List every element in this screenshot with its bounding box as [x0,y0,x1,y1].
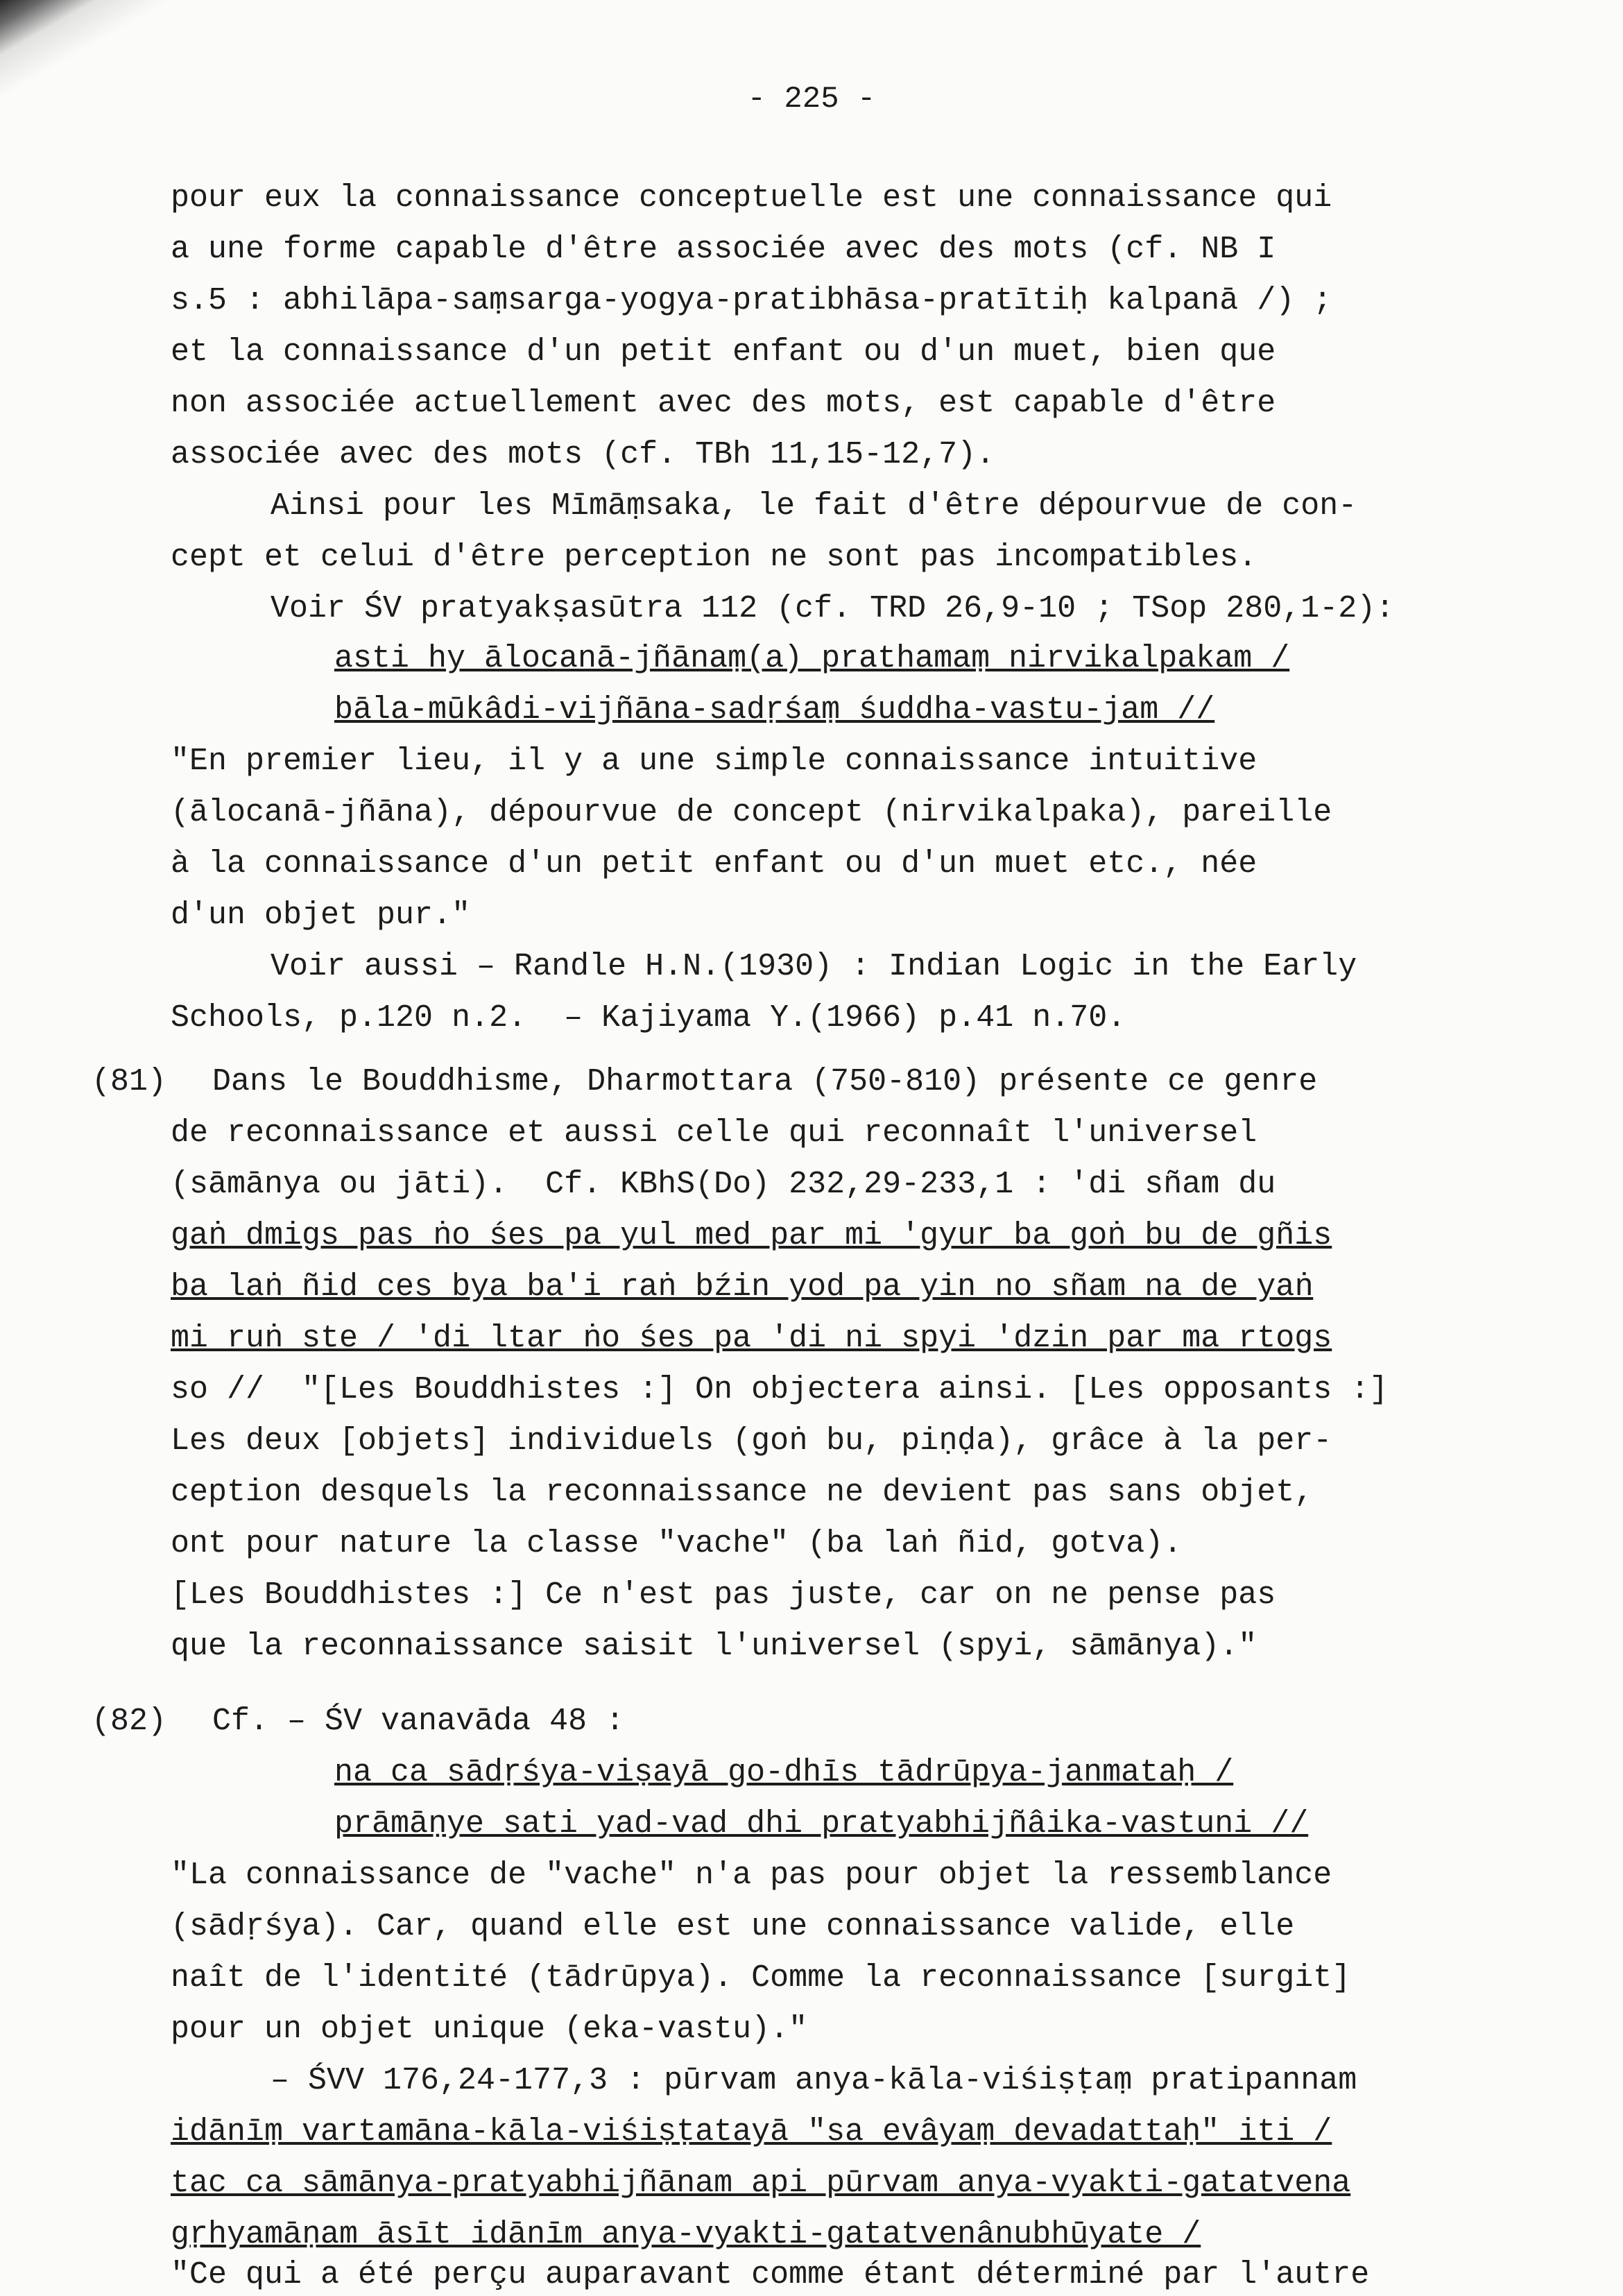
text-line: naît de l'identité (tādrūpya). Comme la reconnaissance [surgit] [171,1960,1351,1996]
text-line: a une forme capable d'être associée avec des mots (cf. NB I [171,232,1276,267]
tibetan-quote: mi ruṅ ste / 'di ltar ṅo śes pa 'di ni spyi 'dzin par ma rtogs [171,1321,1332,1356]
text-line: non associée actuellement avec des mots, est capable d'être [171,386,1276,421]
text-line: Ainsi pour les Mīmāṃsaka, le fait d'être dépourvue de con- [270,488,1357,524]
text-line: ception desquels la reconnaissance ne devient pas sans objet, [171,1475,1314,1510]
text-line: "La connaissance de "vache" n'a pas pour objet la ressemblance [171,1858,1332,1893]
footnote-number: (82) [92,1704,167,1739]
text-line: et la connaissance d'un petit enfant ou d'un muet, bien que [171,334,1276,370]
text-line: Schools, p.120 n.2. – Kajiyama Y.(1966) p.41 n.70. [171,1000,1126,1036]
text-line: Voir ŚV pratyakṣasūtra 112 (cf. TRD 26,9-10 ; TSop 280,1-2): [270,591,1395,626]
sanskrit-quote: idānīṃ vartamāna-kāla-viśiṣṭatayā "sa evâyaṃ devadattaḥ" iti / [171,2114,1332,2150]
text-line: "Ce qui a été perçu auparavant comme étant déterminé par l'autre [171,2257,1370,2293]
text-line: associée avec des mots (cf. TBh 11,15-12,7). [171,437,995,472]
sanskrit-verse: bāla-mūkâdi-vijñāna-sadṛśaṃ śuddha-vastu-jam // [334,692,1215,728]
sanskrit-verse: prāmāṇye sati yad-vad dhi pratyabhijñâika-vastuni // [334,1806,1309,1842]
text-line: [Les Bouddhistes :] Ce n'est pas juste, car on ne pense pas [171,1577,1276,1613]
tibetan-quote: ba laṅ ñid ces bya ba'i raṅ bźin yod pa yin no sñam na de yaṅ [171,1269,1314,1305]
text-line: "En premier lieu, il y a une simple connaissance intuitive [171,744,1257,779]
text-line: d'un objet pur." [171,898,471,933]
text-line: à la connaissance d'un petit enfant ou d'un muet etc., née [171,846,1257,882]
text-line: (sādṛśya). Car, quand elle est une connaissance valide, elle [171,1909,1295,1944]
text-line: Dans le Bouddhisme, Dharmottara (750-810) présente ce genre [212,1064,1318,1099]
page-number: - 225 - [747,82,876,117]
text-line: s.5 : abhilāpa-saṃsarga-yogya-pratibhāsa-pratītiḥ kalpanā /) ; [171,283,1332,318]
text-line: – ŚVV 176,24-177,3 : pūrvam anya-kāla-viśiṣṭaṃ pratipannam [270,2063,1357,2098]
footnote-number: (81) [92,1064,167,1099]
text-line: (sāmānya ou jāti). Cf. KBhS(Do) 232,29-233,1 : 'di sñam du [171,1167,1276,1202]
text-line: Cf. – ŚV vanavāda 48 : [212,1704,625,1739]
text-line: Les deux [objets] individuels (goṅ bu, piṇḍa), grâce à la per- [171,1423,1332,1459]
sanskrit-verse: na ca sādṛśya-viṣayā go-dhīs tādrūpya-janmataḥ / [334,1755,1234,1790]
text-line: so // "[Les Bouddhistes :] On objectera ainsi. [Les opposants :] [171,1372,1389,1407]
text-line: de reconnaissance et aussi celle qui reconnaît l'universel [171,1115,1257,1151]
text-line: cept et celui d'être perception ne sont pas incompatibles. [171,540,1257,575]
sanskrit-quote: gṛhyamāṇam āsīt idānīm anya-vyakti-gatatvenânubhūyate / [171,2217,1201,2252]
text-line: (ālocanā-jñāna), dépourvue de concept (nirvikalpaka), pareille [171,795,1332,830]
text-line: pour un objet unique (eka-vastu)." [171,2012,808,2047]
tibetan-quote: gaṅ dmigs pas ṅo śes pa yul med par mi 'gyur ba goṅ bu de gñis [171,1218,1332,1253]
sanskrit-verse: asti hy ālocanā-jñānaṃ(a) prathamaṃ nirvikalpakam / [334,641,1290,676]
text-line: Voir aussi – Randle H.N.(1930) : Indian Logic in the Early [270,949,1357,984]
text-line: que la reconnaissance saisit l'universel (spyi, sāmānya)." [171,1629,1257,1664]
text-line: ont pour nature la classe "vache" (ba laṅ ñid, gotva). [171,1526,1183,1561]
text-line: pour eux la connaissance conceptuelle est une connaissance qui [171,180,1332,216]
sanskrit-quote: tac ca sāmānya-pratyabhijñānam api pūrvam anya-vyakti-gatatvena [171,2166,1351,2201]
